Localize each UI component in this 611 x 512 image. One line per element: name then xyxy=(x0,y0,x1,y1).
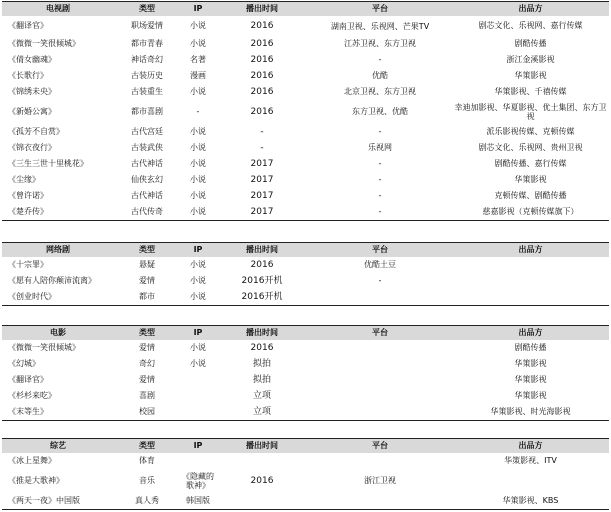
table-row xyxy=(2,453,609,469)
cell-ip xyxy=(180,453,216,469)
cell-producer xyxy=(452,257,609,273)
cell-air-time: - xyxy=(260,143,264,153)
table-row xyxy=(2,204,609,221)
cell-producer: 华策影视、千禧传媒 xyxy=(494,87,567,96)
cell-title: 《倩女幽魂》 xyxy=(8,55,56,64)
cell-genre: 古代神话 xyxy=(131,159,163,168)
cell-platform: 优酷土豆 xyxy=(364,260,396,269)
table-header-row xyxy=(2,2,609,17)
cell-title: 《新婚公寓》 xyxy=(8,107,56,116)
cell-genre: 古装历史 xyxy=(131,71,163,80)
cell-air-time: 2017 xyxy=(250,159,274,169)
column-header-genre: 类型 xyxy=(114,439,180,454)
cell-platform xyxy=(308,453,452,469)
table-row xyxy=(2,372,609,388)
cell-air-time: 2016 xyxy=(250,107,274,117)
cell-title: 《锦绣未央》 xyxy=(8,87,56,96)
cell-genre: 体育 xyxy=(139,456,155,465)
table-row xyxy=(2,156,609,172)
cell-producer: 幸迪加影视、华夏影视、优土集团、东方卫视 xyxy=(454,103,607,121)
column-header-genre: 类型 xyxy=(114,243,180,258)
cell-ip xyxy=(180,388,216,404)
cell-ip: 小说 xyxy=(190,276,206,285)
cell-air-time: 2016 xyxy=(250,87,274,97)
cell-producer: 华策影视 xyxy=(514,375,547,384)
cell-title: 《楚乔传》 xyxy=(2,204,114,221)
cell-genre: 爱情 xyxy=(139,343,155,352)
cell-title: 《长歌行》 xyxy=(8,71,48,80)
cell-ip: 小说 xyxy=(190,359,206,368)
cell-platform: - xyxy=(378,127,382,136)
cell-ip: 小说 xyxy=(190,39,206,48)
cell-genre: 古代神话 xyxy=(131,191,163,200)
cell-title: 《杉杉来吃》 xyxy=(8,391,56,400)
table-header-row xyxy=(2,439,609,454)
cell-air-time: 2016 xyxy=(250,21,274,31)
column-header-ip: IP xyxy=(180,243,216,258)
column-header-title: 电影 xyxy=(2,326,114,341)
cell-genre: 都市 xyxy=(114,289,180,306)
variety-show-table xyxy=(2,438,609,510)
table-row xyxy=(2,469,609,493)
cell-platform: 江苏卫视、东方卫视 xyxy=(344,39,416,48)
table-row xyxy=(2,273,609,289)
table-row xyxy=(2,84,609,100)
cell-genre: 奇幻 xyxy=(139,359,155,368)
cell-ip: 名著 xyxy=(190,55,206,64)
cell-title: 《尘缘》 xyxy=(8,175,40,184)
cell-air-time: - xyxy=(260,127,264,137)
cell-genre: 仙侠玄幻 xyxy=(131,175,163,184)
cell-producer: 浙江金溪影视 xyxy=(506,55,555,64)
cell-genre: 职场爱情 xyxy=(131,21,163,30)
cell-ip: 小说 xyxy=(190,191,206,200)
cell-title: 《愿有人陪你颠沛流离》 xyxy=(8,276,96,285)
cell-title: 《推是大歌神》 xyxy=(8,476,64,485)
cell-title: 《末等生》 xyxy=(2,404,114,421)
cell-air-time: 2016 xyxy=(250,71,274,81)
column-header-platform: 平台 xyxy=(308,2,452,17)
column-header-producer: 出品方 xyxy=(452,2,609,17)
column-header-air-time: 播出时间 xyxy=(216,243,308,258)
cell-air-time: 2016 xyxy=(250,55,274,65)
cell-title: 《孤芳不自赏》 xyxy=(8,127,64,136)
cell-ip: - xyxy=(196,107,200,116)
cell-producer: 慈嘉影视（克顿传媒旗下） xyxy=(452,204,609,221)
column-header-platform: 平台 xyxy=(308,326,452,341)
column-header-producer: 出品方 xyxy=(452,439,609,454)
cell-air-time: 2016 xyxy=(250,476,274,486)
cell-genre: 古装武侠 xyxy=(131,143,163,152)
column-header-ip: IP xyxy=(180,439,216,454)
column-header-platform: 平台 xyxy=(308,439,452,454)
cell-ip: 小说 xyxy=(190,87,206,96)
cell-genre: 爱情 xyxy=(139,276,155,285)
cell-producer: 华策影视 xyxy=(514,175,547,184)
cell-producer: 华策影视 xyxy=(514,391,547,400)
column-header-air-time: 播出时间 xyxy=(216,326,308,341)
cell-title: 《曾许诺》 xyxy=(8,191,48,200)
cell-platform xyxy=(308,356,452,372)
table-row xyxy=(2,68,609,84)
cell-ip: 《隐藏的歌神》 xyxy=(182,472,214,490)
table-row xyxy=(2,16,609,36)
cell-genre: 爱情 xyxy=(139,375,155,384)
table-row xyxy=(2,52,609,68)
cell-platform: 湖南卫视、乐视网、芒果TV xyxy=(330,21,430,31)
cell-ip: 韩国版 xyxy=(180,493,216,510)
cell-ip: 小说 xyxy=(190,21,206,30)
cell-title: 《两天一夜》中国版 xyxy=(2,493,114,510)
cell-producer xyxy=(452,469,609,493)
cell-title: 《翻译官》 xyxy=(8,21,48,30)
cell-ip: 小说 xyxy=(190,175,206,184)
cell-air-time xyxy=(216,493,308,510)
cell-air-time: 2016开机 xyxy=(216,289,308,306)
table-row xyxy=(2,172,609,188)
cell-platform xyxy=(308,388,452,404)
cell-platform: - xyxy=(378,276,382,285)
cell-ip xyxy=(180,404,216,421)
cell-ip: 小说 xyxy=(190,159,206,168)
cell-genre: 都市青春 xyxy=(131,39,163,48)
cell-genre: 音乐 xyxy=(139,476,155,485)
cell-platform: 优酷 xyxy=(372,71,388,80)
cell-title: 《翻译官》 xyxy=(8,375,48,384)
cell-producer: 华策影视 xyxy=(514,71,547,80)
web-drama-table xyxy=(2,242,609,306)
cell-genre: 都市喜剧 xyxy=(131,107,163,116)
cell-air-time: 立项 xyxy=(216,404,308,421)
table-row xyxy=(2,289,609,306)
table-row xyxy=(2,124,609,140)
cell-title: 《创业时代》 xyxy=(2,289,114,306)
cell-air-time: 2017 xyxy=(250,175,274,185)
cell-platform: - xyxy=(378,55,382,64)
cell-producer: 剧芯文化、乐视网、嘉行传媒 xyxy=(478,21,583,30)
column-header-platform: 平台 xyxy=(308,243,452,258)
cell-platform: - xyxy=(378,175,382,184)
cell-platform xyxy=(308,404,452,421)
cell-ip: 小说 xyxy=(190,127,206,136)
cell-ip: 小说 xyxy=(180,204,216,221)
cell-air-time: 2017 xyxy=(216,204,308,221)
table-header-row xyxy=(2,243,609,258)
table-row xyxy=(2,100,609,124)
cell-ip: 小说 xyxy=(190,143,206,152)
cell-air-time: 2016 xyxy=(250,260,274,270)
cell-ip xyxy=(180,372,216,388)
cell-platform xyxy=(308,289,452,306)
table-row xyxy=(2,257,609,273)
cell-producer: 派乐影视传媒、克顿传媒 xyxy=(486,127,575,136)
cell-air-time: 2016 xyxy=(250,343,274,353)
column-header-ip: IP xyxy=(180,326,216,341)
cell-ip: 小说 xyxy=(190,343,206,352)
cell-air-time: 2016开机 xyxy=(241,276,283,286)
cell-platform xyxy=(308,340,452,356)
cell-platform: - xyxy=(378,191,382,200)
table-row xyxy=(2,140,609,156)
cell-platform: 浙江卫视 xyxy=(364,476,396,485)
table-row xyxy=(2,493,609,510)
cell-genre: 校园 xyxy=(114,404,180,421)
cell-genre: 真人秀 xyxy=(114,493,180,510)
table-row xyxy=(2,36,609,52)
tv-drama-table xyxy=(2,1,609,221)
cell-air-time: 拟拍 xyxy=(252,359,271,369)
cell-air-time: 2017 xyxy=(250,191,274,201)
cell-air-time xyxy=(216,453,308,469)
film-table xyxy=(2,325,609,421)
table-row xyxy=(2,404,609,421)
column-header-producer: 出品方 xyxy=(452,243,609,258)
cell-title: 《幻城》 xyxy=(8,359,40,368)
column-header-air-time: 播出时间 xyxy=(216,439,308,454)
cell-title: 《冰上星舞》 xyxy=(8,456,56,465)
column-header-producer: 出品方 xyxy=(452,326,609,341)
cell-platform: 乐视网 xyxy=(368,143,392,152)
table-row xyxy=(2,340,609,356)
cell-genre: 古代传奇 xyxy=(114,204,180,221)
cell-producer: 剧酷传播、嘉行传媒 xyxy=(494,159,567,168)
cell-platform xyxy=(308,372,452,388)
cell-platform: - xyxy=(378,159,382,168)
cell-platform: 北京卫视、东方卫视 xyxy=(344,87,416,96)
column-header-title: 综艺 xyxy=(2,439,114,454)
cell-genre: 悬疑 xyxy=(139,260,155,269)
cell-title: 《微微一笑很倾城》 xyxy=(8,39,80,48)
cell-ip: 小说 xyxy=(190,260,206,269)
cell-air-time: 立项 xyxy=(252,391,271,401)
cell-producer: 华策影视、ITV xyxy=(504,456,557,465)
cell-producer: 华策影视、KBS xyxy=(452,493,609,510)
column-header-genre: 类型 xyxy=(114,2,180,17)
cell-producer xyxy=(452,273,609,289)
cell-platform: 东方卫视、优酷 xyxy=(352,107,408,116)
table-row xyxy=(2,188,609,204)
cell-genre: 喜剧 xyxy=(139,391,155,400)
table-row xyxy=(2,388,609,404)
cell-air-time: 2016 xyxy=(250,39,274,49)
column-header-title: 电视剧 xyxy=(2,2,114,17)
cell-air-time: 拟拍 xyxy=(252,375,271,385)
cell-producer: 剧酷传播 xyxy=(514,343,547,352)
column-header-air-time: 播出时间 xyxy=(216,2,308,17)
column-header-title: 网络剧 xyxy=(2,243,114,258)
cell-genre: 古装重生 xyxy=(131,87,163,96)
cell-ip: 漫画 xyxy=(190,71,206,80)
cell-producer: 剧酷传播 xyxy=(514,39,547,48)
table-row xyxy=(2,356,609,372)
cell-genre: 神话奇幻 xyxy=(131,55,163,64)
cell-genre: 古代宫廷 xyxy=(131,127,163,136)
cell-title: 《三生三世十里桃花》 xyxy=(8,159,88,168)
cell-platform: - xyxy=(308,204,452,221)
cell-producer: 剧芯文化、乐视网、贵州卫视 xyxy=(478,143,583,152)
cell-producer: 华策影视 xyxy=(514,359,547,368)
cell-title: 《微微一笑很倾城》 xyxy=(8,343,80,352)
cell-producer: 华策影视、时光海影视 xyxy=(452,404,609,421)
cell-producer xyxy=(452,289,609,306)
table-header-row xyxy=(2,326,609,341)
cell-platform xyxy=(308,493,452,510)
column-header-genre: 类型 xyxy=(114,326,180,341)
cell-title: 《十宗罪》 xyxy=(8,260,48,269)
cell-title: 《锦衣夜行》 xyxy=(8,143,56,152)
column-header-ip: IP xyxy=(180,2,216,17)
cell-ip: 小说 xyxy=(180,289,216,306)
cell-producer: 克顿传媒、剧酷传播 xyxy=(494,191,567,200)
